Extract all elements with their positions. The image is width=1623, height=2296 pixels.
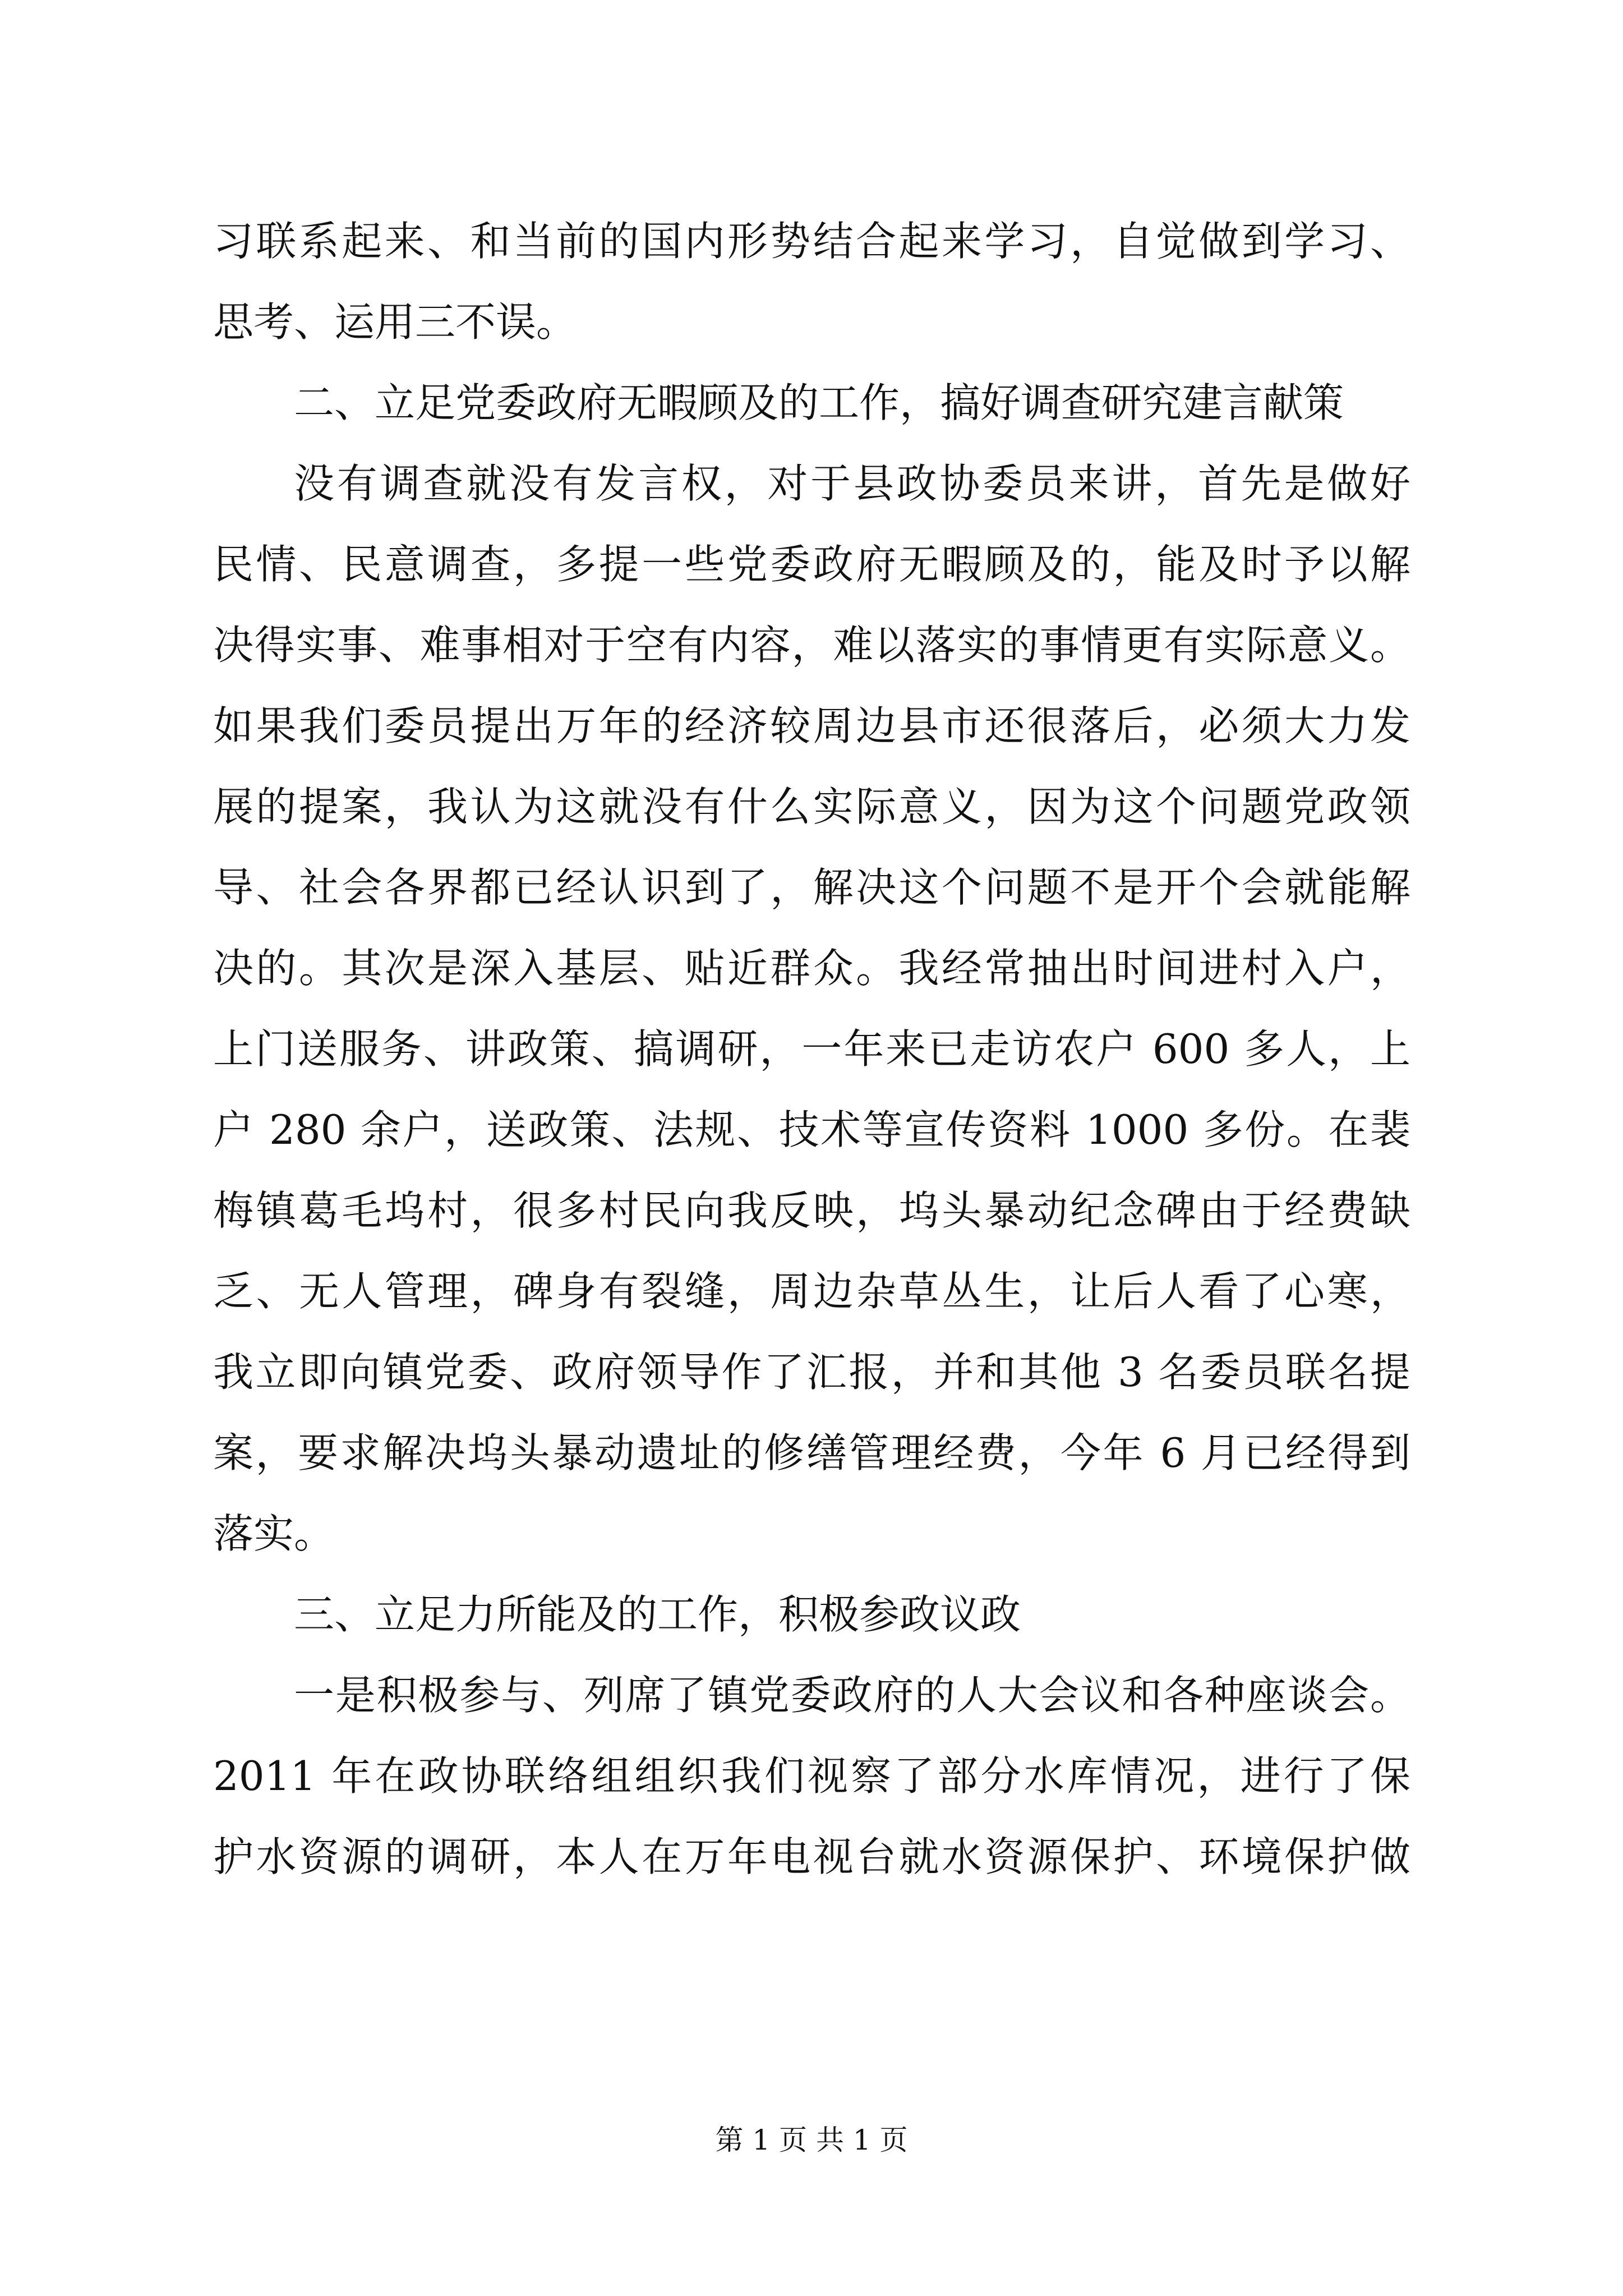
document-body: [213, 201, 1410, 1897]
text-line: 决的。其次是深入基层、贴近群众。我经常抽出时间进村入户，: [213, 945, 1410, 992]
text-line: 如果我们委员提出万年的经济较周边县市还很落后，必须大力发: [213, 702, 1410, 749]
text-line: 落实。: [213, 1510, 335, 1557]
text-line: 案，要求解决坞头暴动遗址的修缮管理经费，今年 6 月已经得到: [213, 1429, 1410, 1476]
text-line: 我立即向镇党委、政府领导作了汇报，并和其他 3 名委员联名提: [213, 1349, 1410, 1396]
text-line: 习联系起来、和当前的国内形势结合起来学习，自觉做到学习、: [213, 218, 1410, 265]
text-line: 导、社会各界都已经认识到了，解决这个问题不是开个会就能解: [213, 864, 1410, 911]
text-line: 上门送服务、讲政策、搞调研，一年来已走访农户 600 多人，上: [213, 1025, 1410, 1073]
text-line: 梅镇葛毛坞村，很多村民向我反映，坞头暴动纪念碑由于经费缺: [213, 1187, 1410, 1234]
text-line: 决得实事、难事相对于空有内容，难以落实的事情更有实际意义。: [213, 622, 1410, 669]
text-line: 乏、无人管理，碑身有裂缝，周边杂草丛生，让后人看了心寒，: [213, 1268, 1410, 1315]
text-line: 户 280 余户，送政策、法规、技术等宣传资料 1000 多份。在裴: [213, 1106, 1410, 1153]
text-line: 展的提案，我认为这就没有什么实际意义，因为这个问题党政领: [213, 783, 1410, 830]
text-line: 护水资源的调研，本人在万年电视台就水资源保护、环境保护做: [213, 1833, 1410, 1880]
text-line: 没有调查就没有发言权，对于县政协委员来讲，首先是做好: [294, 460, 1410, 507]
text-line: 一是积极参与、列席了镇党委政府的人大会议和各种座谈会。: [294, 1672, 1410, 1719]
text-line: 三、立足力所能及的工作，积极参政议政: [294, 1591, 1021, 1638]
page-footer: 第 1 页 共 1 页: [715, 2124, 908, 2156]
text-line: 民情、民意调查，多提一些党委政府无暇顾及的，能及时予以解: [213, 541, 1410, 588]
text-line: 二、立足党委政府无暇顾及的工作，搞好调查研究建言献策: [294, 379, 1344, 426]
text-line: 2011 年在政协联络组组织我们视察了部分水库情况，进行了保: [213, 1752, 1410, 1800]
text-line: 思考、运用三不误。: [213, 298, 577, 346]
